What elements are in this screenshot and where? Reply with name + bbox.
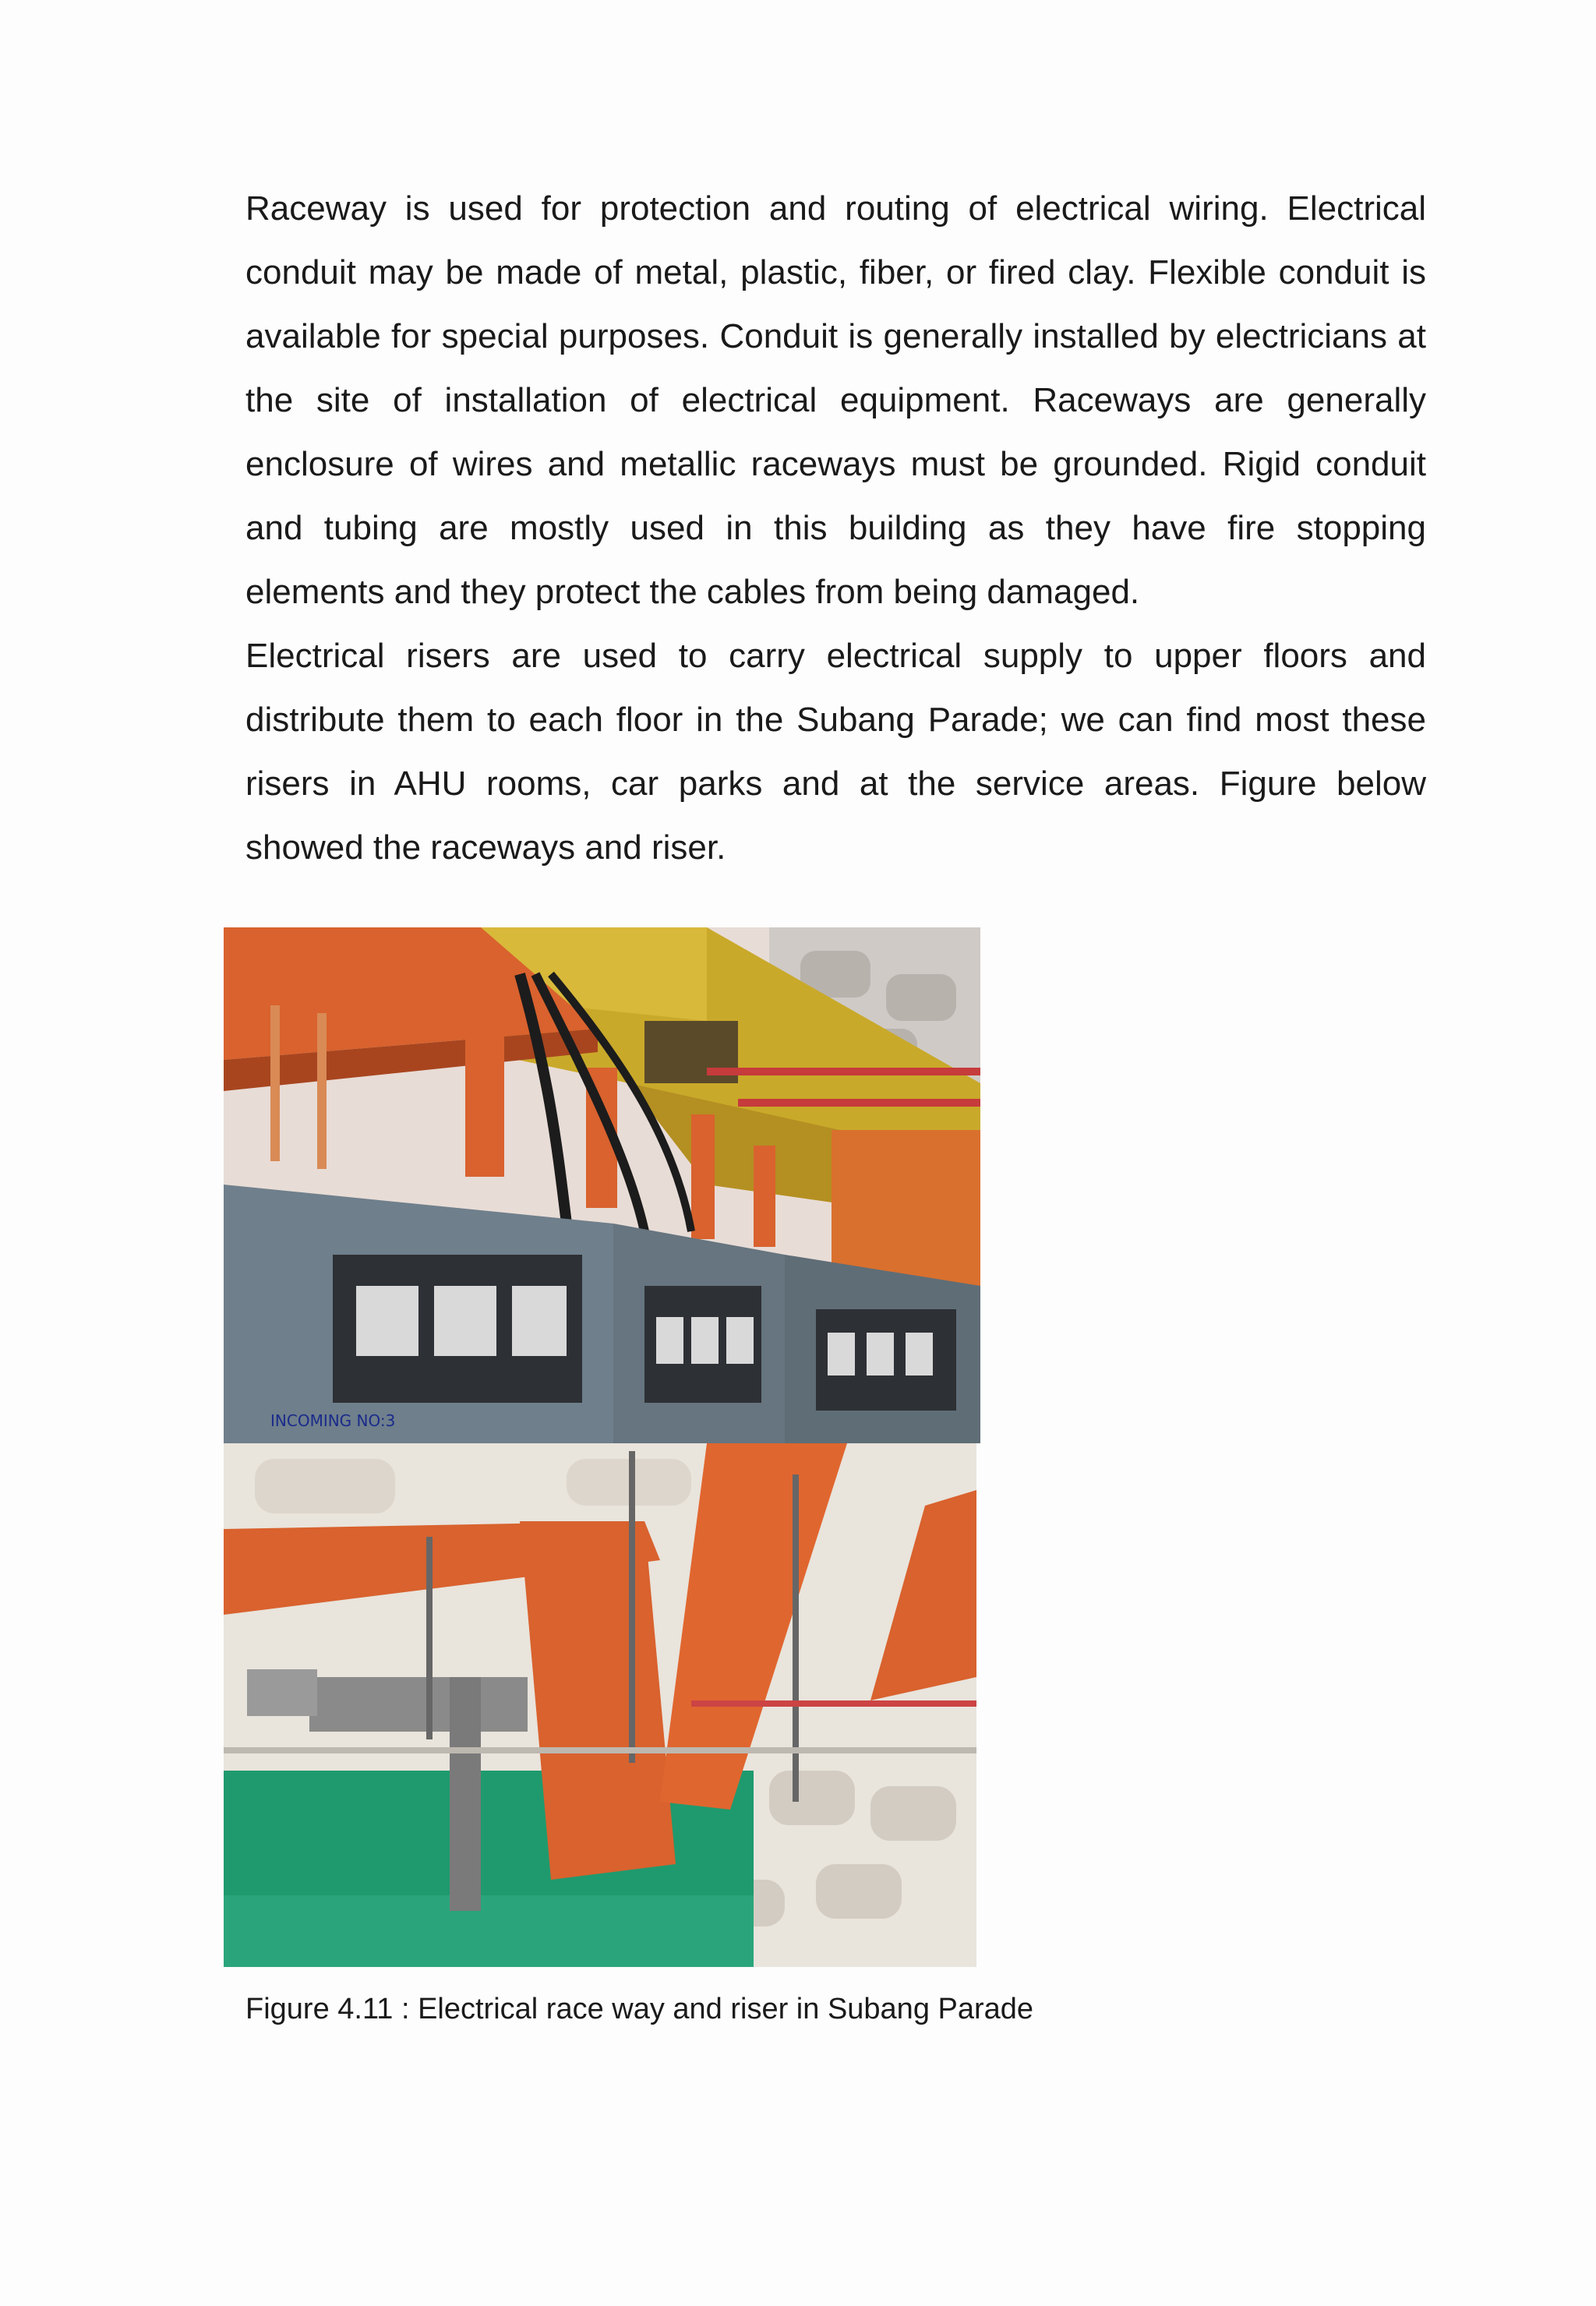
figure-caption: Figure 4.11 : Electrical race way and riser in Subang Parade — [245, 1993, 1034, 2025]
photo-riser-carpark — [224, 1443, 976, 1967]
paragraph-risers: Electrical risers are used to carry electrical supply to upper floors and distribute them to each floor in the Subang Parade; we can find most these risers in AHU rooms, car parks and at the service areas. Figure below showed the raceways and riser. — [245, 637, 1426, 867]
panel-label: INCOMING NO:3 — [270, 1411, 396, 1430]
photo-raceway-switchboard — [224, 927, 980, 1443]
paragraph-raceway: Raceway is used for protection and routing of electrical wiring. Electrical conduit may be made of metal, plastic, fiber, or fired clay. Flexible conduit is available for special purposes. Conduit is generally installed by electricians at the site of installation of electrical equipment. Raceways are generally enclosure of wires and metallic raceways must be grounded. Rigid conduit and tubing are mostly used in this building as they have fire stopping elements and they protect the cables from being damaged. — [245, 189, 1426, 611]
